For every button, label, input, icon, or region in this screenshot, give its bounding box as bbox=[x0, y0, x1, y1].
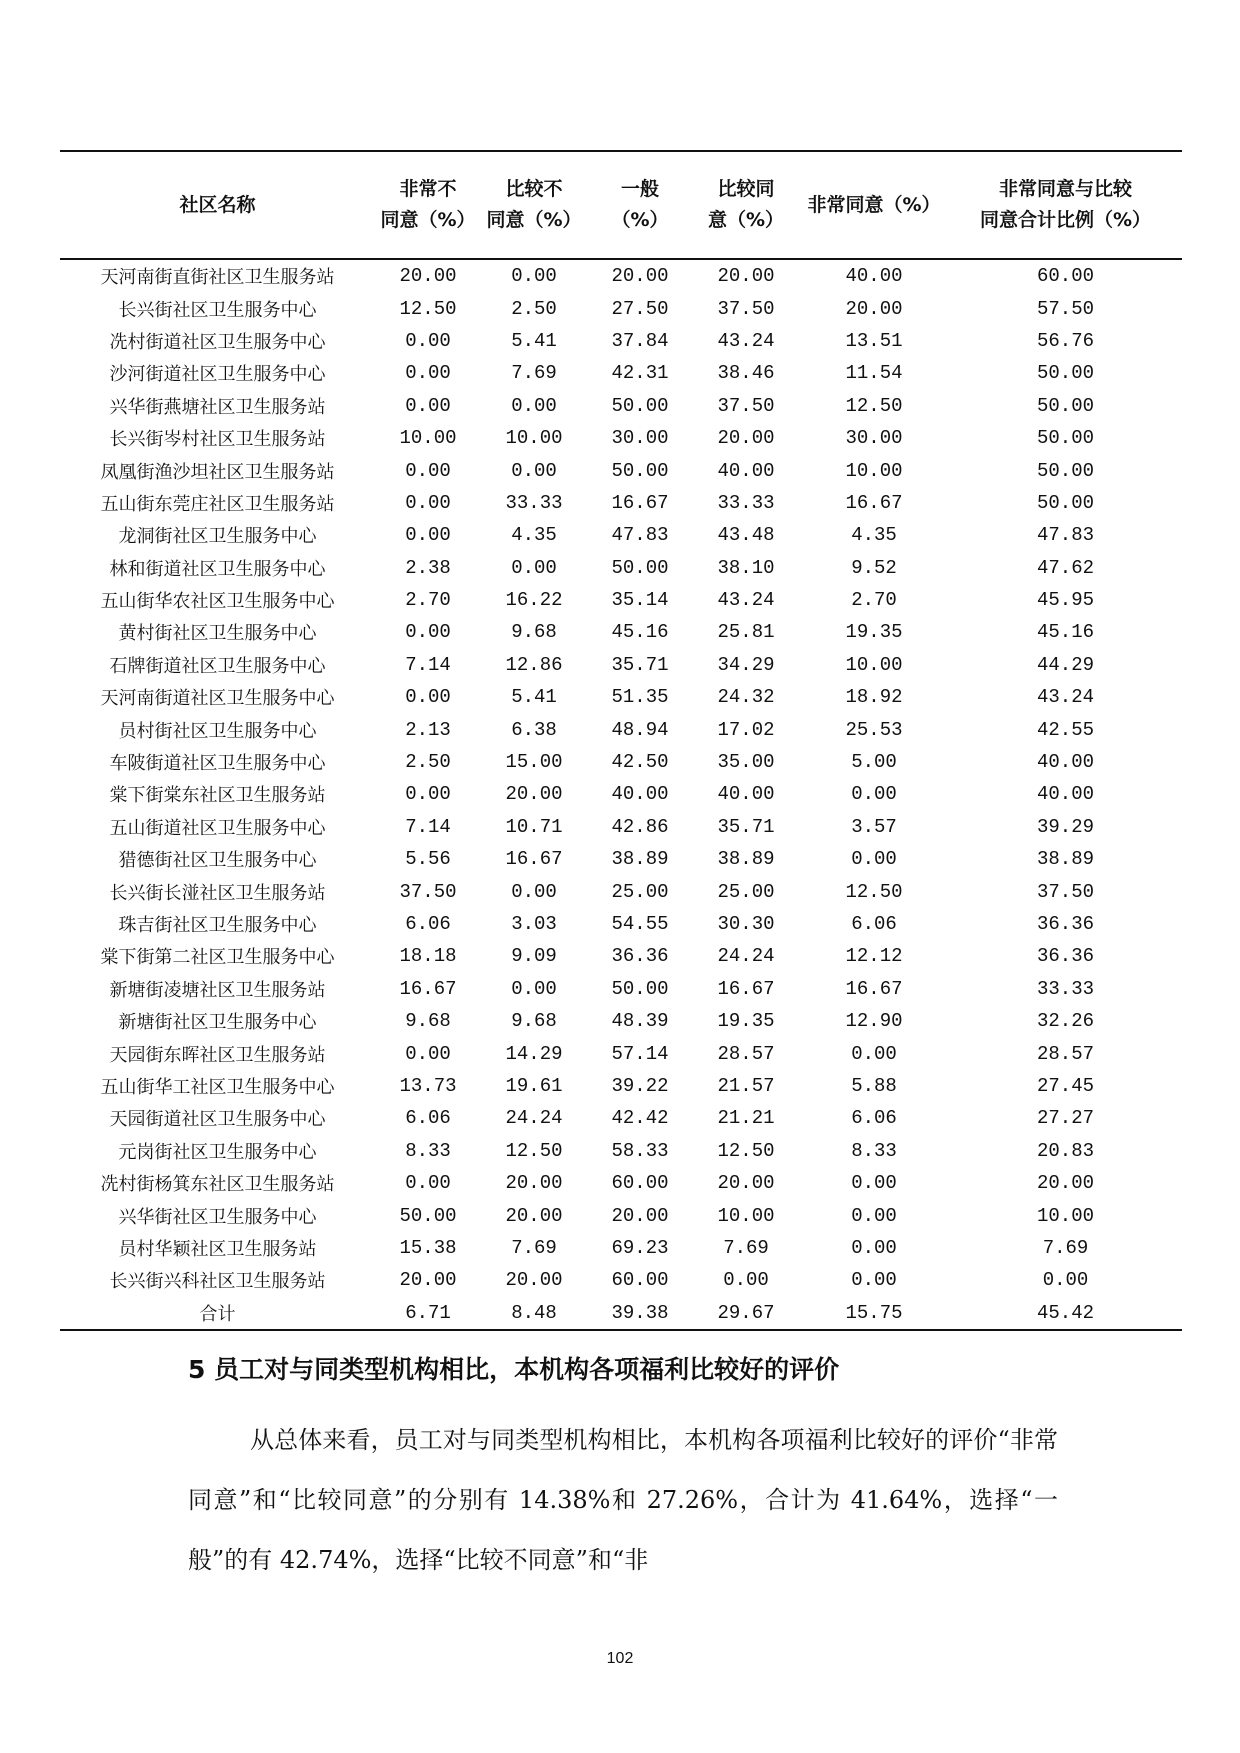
column-header-line: （%） bbox=[611, 209, 669, 231]
table-row bbox=[60, 713, 1182, 745]
table-cell-value: 20.00 bbox=[611, 1204, 669, 1227]
table-cell-value: 7.14 bbox=[405, 815, 451, 838]
table-cell-name: 员村街社区卫生服务中心 bbox=[118, 720, 317, 742]
table-cell-value: 8.33 bbox=[405, 1139, 451, 1162]
table-cell-value: 36.36 bbox=[611, 945, 669, 968]
table-cell-value: 33.33 bbox=[1036, 977, 1094, 1000]
table-cell-value: 24.24 bbox=[505, 1107, 563, 1130]
table-cell-value: 14.29 bbox=[505, 1042, 563, 1065]
table-cell-value: 0.00 bbox=[405, 1172, 451, 1195]
table-cell-name: 冼村街杨箕东社区卫生服务站 bbox=[100, 1174, 335, 1196]
table-cell-value: 38.10 bbox=[717, 556, 775, 579]
table-cell-value: 10.00 bbox=[505, 427, 563, 450]
table-cell-value: 0.00 bbox=[851, 1204, 897, 1227]
section-paragraph: 从总体来看，员工对与同类型机构相比，本机构各项福利比较好的评价“非常同意”和“比较同意”的分别有 14.38%和 27.26%，合计为 41.64%，选择“一般”的有 42.74%，选择“比较不同意”和“非 bbox=[188, 1426, 1058, 1574]
table-cell-value: 50.00 bbox=[1036, 427, 1094, 450]
table-row bbox=[60, 325, 1182, 357]
table-row bbox=[60, 843, 1182, 875]
table-cell-name: 五山街华农社区卫生服务中心 bbox=[100, 591, 335, 613]
table-cell-name: 长兴街兴科社区卫生服务站 bbox=[109, 1271, 326, 1293]
table-cell-name: 珠吉街社区卫生服务中心 bbox=[118, 915, 317, 936]
table-cell-value: 0.00 bbox=[1042, 1269, 1089, 1292]
table-cell-value: 5.56 bbox=[405, 848, 451, 871]
table-cell-name: 棠下街棠东社区卫生服务站 bbox=[109, 785, 326, 807]
table-cell-value: 32.26 bbox=[1036, 1010, 1094, 1033]
table-cell-value: 20.00 bbox=[611, 265, 669, 288]
table-cell-value: 20.00 bbox=[505, 783, 563, 806]
table-cell-name: 长兴街长湴社区卫生服务站 bbox=[109, 882, 326, 904]
table-cell-value: 12.50 bbox=[845, 880, 903, 903]
table-cell-value: 42.55 bbox=[1036, 718, 1094, 741]
table-cell-value: 0.00 bbox=[851, 1236, 897, 1259]
table-cell-value: 35.14 bbox=[611, 589, 669, 612]
table-cell-value: 37.50 bbox=[1036, 880, 1094, 903]
table-cell-value: 38.89 bbox=[611, 848, 669, 871]
table-cell-value: 25.81 bbox=[717, 621, 775, 644]
table-cell-value: 20.00 bbox=[717, 427, 775, 450]
table-cell-value: 0.00 bbox=[405, 1042, 451, 1065]
table-cell-value: 7.69 bbox=[723, 1236, 769, 1259]
table-cell-value: 38.89 bbox=[1036, 848, 1094, 871]
table-cell-value: 35.71 bbox=[717, 815, 775, 838]
table-cell-value: 2.70 bbox=[405, 589, 451, 612]
table-cell-value: 18.18 bbox=[399, 945, 457, 968]
column-header-5 bbox=[799, 151, 949, 259]
table-cell-value: 35.00 bbox=[717, 751, 775, 774]
table-cell-value: 35.71 bbox=[611, 653, 669, 676]
table-row bbox=[60, 584, 1182, 616]
table-cell-value: 20.00 bbox=[717, 1172, 775, 1195]
table-cell-value: 3.03 bbox=[511, 913, 557, 935]
table-cell-value: 0.00 bbox=[851, 783, 897, 806]
table-cell-value: 37.50 bbox=[717, 394, 775, 417]
table-cell-value: 6.38 bbox=[511, 718, 557, 741]
table-cell-value: 0.00 bbox=[851, 848, 897, 871]
table-cell-value: 11.54 bbox=[845, 362, 903, 385]
table-cell-value: 19.35 bbox=[717, 1010, 775, 1033]
table-cell-value: 7.14 bbox=[405, 653, 451, 676]
table-cell-value: 16.67 bbox=[845, 977, 903, 1000]
table-cell-value: 36.36 bbox=[1036, 945, 1094, 968]
table-cell-value: 12.90 bbox=[845, 1010, 903, 1033]
column-header-line: 比较不 bbox=[505, 178, 563, 200]
column-header-line: 社区名称 bbox=[179, 193, 256, 216]
table-cell-value: 10.00 bbox=[399, 427, 457, 450]
table-cell-value: 15.75 bbox=[845, 1301, 903, 1324]
table-cell-value: 50.00 bbox=[611, 394, 669, 417]
satisfaction-table-container bbox=[60, 150, 1182, 1331]
table-cell-value: 0.00 bbox=[723, 1269, 769, 1292]
table-cell-value: 13.73 bbox=[399, 1074, 457, 1097]
table-cell-value: 0.00 bbox=[511, 265, 557, 288]
table-cell-value: 42.31 bbox=[611, 362, 669, 385]
table-cell-value: 21.57 bbox=[717, 1074, 775, 1097]
table-cell-value: 7.69 bbox=[511, 362, 557, 385]
table-cell-value: 50.00 bbox=[1036, 362, 1094, 385]
table-cell-value: 9.52 bbox=[851, 556, 897, 579]
table-cell-value: 50.00 bbox=[611, 977, 669, 1000]
table-cell-value: 7.69 bbox=[511, 1236, 557, 1259]
table-cell-value: 45.42 bbox=[1036, 1301, 1094, 1324]
table-row bbox=[60, 973, 1182, 1005]
table-cell-value: 7.69 bbox=[1042, 1236, 1089, 1259]
table-cell-value: 42.86 bbox=[611, 815, 669, 838]
table-cell-value: 28.57 bbox=[717, 1042, 775, 1065]
table-cell-value: 9.68 bbox=[405, 1010, 451, 1033]
table-cell-name: 长兴街岑村社区卫生服务站 bbox=[109, 429, 326, 451]
table-cell-value: 58.33 bbox=[611, 1139, 669, 1162]
table-cell-name: 黄村街社区卫生服务中心 bbox=[118, 623, 317, 645]
table-cell-value: 54.55 bbox=[611, 913, 669, 935]
table-row-total bbox=[60, 1297, 1182, 1330]
table-cell-value: 43.24 bbox=[717, 589, 775, 612]
table-cell-value: 25.53 bbox=[845, 718, 903, 741]
table-cell-value: 9.09 bbox=[511, 945, 557, 968]
column-header-4 bbox=[693, 151, 799, 259]
table-cell-value: 50.00 bbox=[1036, 459, 1094, 482]
table-cell-value: 2.50 bbox=[405, 751, 451, 774]
table-cell-value: 12.50 bbox=[399, 297, 457, 320]
table-cell-value: 37.50 bbox=[399, 880, 457, 903]
table-cell-value: 0.00 bbox=[405, 329, 451, 352]
table-header bbox=[60, 151, 1182, 259]
table-cell-name: 车陂街道社区卫生服务中心 bbox=[109, 753, 326, 775]
table-cell-value: 16.22 bbox=[505, 589, 563, 612]
table-cell-value: 8.33 bbox=[851, 1139, 897, 1162]
table-cell-name: 沙河街道社区卫生服务中心 bbox=[109, 364, 326, 386]
table-cell-value: 25.00 bbox=[717, 880, 775, 903]
table-cell-value: 2.50 bbox=[511, 297, 557, 320]
table-cell-name: 新塘街凌塘社区卫生服务站 bbox=[109, 979, 326, 1001]
table-cell-name: 长兴街社区卫生服务中心 bbox=[118, 299, 317, 321]
table-cell-value: 27.45 bbox=[1036, 1074, 1094, 1097]
table-cell-name: 猎德街社区卫生服务中心 bbox=[118, 850, 317, 872]
column-header-name bbox=[60, 151, 375, 259]
table-cell-value: 25.00 bbox=[611, 880, 669, 903]
table-cell-value: 24.24 bbox=[717, 945, 775, 968]
table-cell-value: 5.41 bbox=[511, 686, 557, 709]
table-cell-value: 0.00 bbox=[511, 880, 557, 903]
table-cell-value: 37.84 bbox=[611, 329, 669, 352]
table-row bbox=[60, 487, 1182, 519]
table-cell-name: 棠下街第二社区卫生服务中心 bbox=[100, 947, 335, 969]
table-cell-value: 12.86 bbox=[505, 653, 563, 676]
table-cell-value: 60.00 bbox=[611, 1269, 669, 1292]
table-cell-name: 员村华颖社区卫生服务站 bbox=[118, 1238, 317, 1260]
table-cell-value: 16.67 bbox=[717, 977, 775, 1000]
table-row bbox=[60, 875, 1182, 907]
table-cell-value: 0.00 bbox=[405, 362, 451, 385]
table-cell-value: 20.00 bbox=[1036, 1172, 1094, 1195]
table-cell-value: 2.70 bbox=[851, 589, 897, 612]
table-cell-name: 五山街华工社区卫生服务中心 bbox=[100, 1076, 335, 1098]
table-cell-value: 40.00 bbox=[845, 265, 903, 288]
table-cell-value: 20.00 bbox=[505, 1269, 563, 1292]
table-row bbox=[60, 1135, 1182, 1167]
table-cell-value: 19.35 bbox=[845, 621, 903, 644]
table-cell-name: 冼村街道社区卫生服务中心 bbox=[109, 331, 326, 353]
table-cell-value: 2.38 bbox=[405, 556, 451, 579]
table-row bbox=[60, 1102, 1182, 1134]
table-cell-value: 57.50 bbox=[1036, 297, 1094, 320]
table-cell-value: 20.00 bbox=[399, 1269, 457, 1292]
table-cell-value: 51.35 bbox=[611, 686, 669, 709]
table-cell-value: 0.00 bbox=[405, 783, 451, 806]
table-cell-value: 0.00 bbox=[851, 1172, 897, 1195]
table-row bbox=[60, 1037, 1182, 1069]
table-cell-value: 24.32 bbox=[717, 686, 775, 709]
table-cell-value: 45.95 bbox=[1036, 589, 1094, 612]
table-cell-value: 47.83 bbox=[611, 524, 669, 547]
table-cell-name: 天园街东晖社区卫生服务站 bbox=[109, 1044, 326, 1066]
table-row bbox=[60, 292, 1182, 324]
table-cell-value: 50.00 bbox=[399, 1204, 457, 1227]
table-row bbox=[60, 259, 1182, 292]
table-cell-value: 12.50 bbox=[505, 1139, 563, 1162]
table-cell-value: 57.14 bbox=[611, 1042, 669, 1065]
table-cell-value: 10.00 bbox=[845, 653, 903, 676]
table-cell-value: 50.00 bbox=[611, 556, 669, 579]
table-cell-value: 16.67 bbox=[505, 848, 563, 871]
table-cell-name: 兴华街燕塘社区卫生服务站 bbox=[109, 396, 326, 418]
table-cell-value: 50.00 bbox=[1036, 394, 1094, 417]
table-cell-value: 38.89 bbox=[717, 848, 775, 871]
table-cell-value: 0.00 bbox=[405, 686, 451, 709]
table-cell-value: 5.00 bbox=[851, 751, 897, 774]
table-cell-value: 17.02 bbox=[717, 718, 775, 741]
table-cell-value: 69.23 bbox=[611, 1236, 669, 1259]
table-cell-value: 0.00 bbox=[405, 621, 451, 644]
table-cell-value: 20.00 bbox=[845, 297, 903, 320]
table-row bbox=[60, 1070, 1182, 1102]
table-cell-value: 40.00 bbox=[717, 459, 775, 482]
table-cell-value: 28.57 bbox=[1036, 1042, 1094, 1065]
table-cell-value: 19.61 bbox=[505, 1074, 563, 1097]
column-header-6 bbox=[949, 151, 1182, 259]
table-cell-value: 4.35 bbox=[851, 524, 897, 547]
table-row bbox=[60, 454, 1182, 486]
table-cell-value: 16.67 bbox=[611, 491, 669, 514]
table-cell-name: 石牌街道社区卫生服务中心 bbox=[109, 655, 326, 677]
table-cell-name: 凤凰街渔沙坦社区卫生服务站 bbox=[100, 461, 335, 483]
table-cell-value: 15.38 bbox=[399, 1236, 457, 1259]
table-cell-value: 33.33 bbox=[505, 491, 563, 514]
table-row bbox=[60, 1264, 1182, 1296]
table-cell-name: 元岗街社区卫生服务中心 bbox=[118, 1141, 317, 1163]
table-cell-value: 47.62 bbox=[1036, 556, 1094, 579]
table-cell-value: 43.48 bbox=[717, 524, 775, 547]
table-row bbox=[60, 357, 1182, 389]
table-cell-value: 20.00 bbox=[505, 1172, 563, 1195]
table-cell-value: 0.00 bbox=[405, 459, 451, 482]
table-cell-value: 20.83 bbox=[1036, 1139, 1094, 1162]
table-cell-value: 6.06 bbox=[851, 913, 897, 935]
table-cell-value: 48.39 bbox=[611, 1010, 669, 1033]
table-cell-value: 21.21 bbox=[717, 1107, 775, 1130]
column-header-line: 同意合计比例（%） bbox=[979, 209, 1152, 231]
table-cell-value: 60.00 bbox=[611, 1172, 669, 1195]
column-header-line: 非常不 bbox=[399, 178, 457, 200]
table-cell-value: 39.38 bbox=[611, 1301, 669, 1324]
table-cell-value: 42.50 bbox=[611, 751, 669, 774]
table-cell-value: 16.67 bbox=[845, 491, 903, 514]
section-heading: 5 员工对与同类型机构相比，本机构各项福利比较好的评价 bbox=[188, 1355, 840, 1384]
table-row bbox=[60, 908, 1182, 940]
table-cell-value: 3.57 bbox=[851, 815, 897, 838]
table-row bbox=[60, 1167, 1182, 1199]
column-header-line: 非常同意与比较 bbox=[998, 178, 1132, 200]
table-row bbox=[60, 778, 1182, 810]
table-cell-value: 33.33 bbox=[717, 491, 775, 514]
table-cell-value: 8.48 bbox=[511, 1301, 557, 1324]
table-cell-value: 0.00 bbox=[405, 491, 451, 514]
header-row bbox=[60, 151, 1182, 259]
table-cell-value: 10.00 bbox=[717, 1204, 775, 1227]
table-cell-value: 40.00 bbox=[1036, 783, 1094, 806]
table-cell-value: 5.41 bbox=[511, 329, 557, 352]
table-cell-name: 新塘街社区卫生服务中心 bbox=[118, 1012, 317, 1034]
column-header-2 bbox=[481, 151, 587, 259]
table-cell-name: 五山街东莞庄社区卫生服务站 bbox=[100, 493, 335, 515]
table-cell-value: 34.29 bbox=[717, 653, 775, 676]
table-cell-value: 27.50 bbox=[611, 297, 669, 320]
table-cell-name: 合计 bbox=[199, 1303, 236, 1325]
table-cell-value: 40.00 bbox=[717, 783, 775, 806]
table-row bbox=[60, 681, 1182, 713]
table-cell-value: 4.35 bbox=[511, 524, 557, 547]
table-row bbox=[60, 1005, 1182, 1037]
table-cell-value: 13.51 bbox=[845, 329, 903, 352]
table-cell-value: 43.24 bbox=[1036, 686, 1094, 709]
column-header-line: 同意（%） bbox=[486, 209, 582, 231]
table-cell-value: 12.50 bbox=[717, 1139, 775, 1162]
table-cell-value: 44.29 bbox=[1036, 653, 1094, 676]
table-cell-value: 40.00 bbox=[611, 783, 669, 806]
table-row bbox=[60, 811, 1182, 843]
satisfaction-table bbox=[60, 150, 1182, 1331]
table-cell-value: 0.00 bbox=[405, 394, 451, 417]
table-row bbox=[60, 940, 1182, 972]
table-row bbox=[60, 616, 1182, 648]
column-header-line: 一般 bbox=[620, 178, 659, 200]
table-cell-value: 42.42 bbox=[611, 1107, 669, 1130]
column-header-line: 同意（%） bbox=[380, 209, 476, 231]
table-cell-value: 2.13 bbox=[405, 718, 451, 741]
table-cell-value: 50.00 bbox=[1036, 491, 1094, 514]
table-cell-value: 40.00 bbox=[1036, 751, 1094, 774]
table-cell-value: 0.00 bbox=[851, 1269, 897, 1292]
column-header-1 bbox=[375, 151, 481, 259]
table-cell-value: 60.00 bbox=[1036, 265, 1094, 288]
table-cell-value: 20.00 bbox=[399, 265, 457, 288]
table-cell-value: 12.12 bbox=[845, 945, 903, 968]
table-cell-value: 10.00 bbox=[845, 459, 903, 482]
table-cell-value: 39.29 bbox=[1036, 815, 1094, 838]
table-cell-name: 天河南街直街社区卫生服务站 bbox=[100, 267, 335, 289]
table-cell-value: 18.92 bbox=[845, 686, 903, 709]
table-cell-value: 0.00 bbox=[511, 394, 557, 417]
table-cell-value: 6.06 bbox=[851, 1107, 897, 1130]
table-cell-value: 0.00 bbox=[511, 459, 557, 482]
column-header-3 bbox=[587, 151, 693, 259]
table-row bbox=[60, 1232, 1182, 1264]
table-cell-value: 20.00 bbox=[505, 1204, 563, 1227]
table-cell-value: 6.71 bbox=[405, 1301, 451, 1324]
table-cell-value: 47.83 bbox=[1036, 524, 1094, 547]
table-cell-value: 16.67 bbox=[399, 977, 457, 1000]
table-cell-value: 56.76 bbox=[1036, 329, 1094, 352]
table-cell-value: 9.68 bbox=[511, 621, 557, 644]
table-cell-value: 50.00 bbox=[611, 459, 669, 482]
table-cell-name: 兴华街社区卫生服务中心 bbox=[118, 1206, 317, 1228]
table-cell-value: 10.00 bbox=[1036, 1204, 1094, 1227]
table-cell-value: 30.30 bbox=[717, 913, 775, 935]
table-cell-name: 天园街道社区卫生服务中心 bbox=[109, 1109, 326, 1131]
table-cell-value: 45.16 bbox=[1036, 621, 1094, 644]
table-row bbox=[60, 746, 1182, 778]
table-cell-value: 45.16 bbox=[611, 621, 669, 644]
table-row bbox=[60, 649, 1182, 681]
table-row bbox=[60, 552, 1182, 584]
table-cell-name: 龙洞街社区卫生服务中心 bbox=[118, 526, 317, 548]
table-cell-value: 30.00 bbox=[845, 427, 903, 450]
column-header-line: 比较同 bbox=[717, 178, 775, 200]
table-cell-value: 29.67 bbox=[717, 1301, 775, 1324]
table-cell-value: 15.00 bbox=[505, 751, 563, 774]
table-cell-value: 5.88 bbox=[851, 1074, 897, 1097]
table-cell-value: 6.06 bbox=[405, 1107, 451, 1130]
table-row bbox=[60, 519, 1182, 551]
table-cell-value: 39.22 bbox=[611, 1074, 669, 1097]
table-cell-value: 12.50 bbox=[845, 394, 903, 417]
table-cell-value: 36.36 bbox=[1036, 913, 1094, 935]
table-cell-value: 0.00 bbox=[851, 1042, 897, 1065]
table-cell-value: 20.00 bbox=[717, 265, 775, 288]
table-cell-value: 37.50 bbox=[717, 297, 775, 320]
column-header-line: 非常同意（%） bbox=[807, 193, 941, 216]
table-cell-value: 0.00 bbox=[511, 977, 557, 1000]
column-header-line: 意（%） bbox=[707, 209, 785, 231]
table-cell-value: 0.00 bbox=[405, 524, 451, 547]
table-cell-name: 天河南街道社区卫生服务中心 bbox=[100, 688, 335, 710]
table-cell-value: 27.27 bbox=[1036, 1107, 1094, 1130]
table-cell-value: 6.06 bbox=[405, 913, 451, 935]
table-cell-value: 0.00 bbox=[511, 556, 557, 579]
table-cell-value: 30.00 bbox=[611, 427, 669, 450]
page-number: 102 bbox=[606, 1650, 634, 1667]
table-cell-value: 10.71 bbox=[505, 815, 563, 838]
table-cell-value: 48.94 bbox=[611, 718, 669, 741]
table-row bbox=[60, 1199, 1182, 1231]
table-row bbox=[60, 422, 1182, 454]
table-cell-value: 43.24 bbox=[717, 329, 775, 352]
table-row bbox=[60, 390, 1182, 422]
table-body bbox=[60, 259, 1182, 1330]
table-cell-name: 五山街道社区卫生服务中心 bbox=[109, 817, 326, 839]
table-cell-value: 9.68 bbox=[511, 1010, 557, 1033]
table-cell-value: 38.46 bbox=[717, 362, 775, 385]
table-cell-name: 林和街道社区卫生服务中心 bbox=[109, 558, 326, 580]
